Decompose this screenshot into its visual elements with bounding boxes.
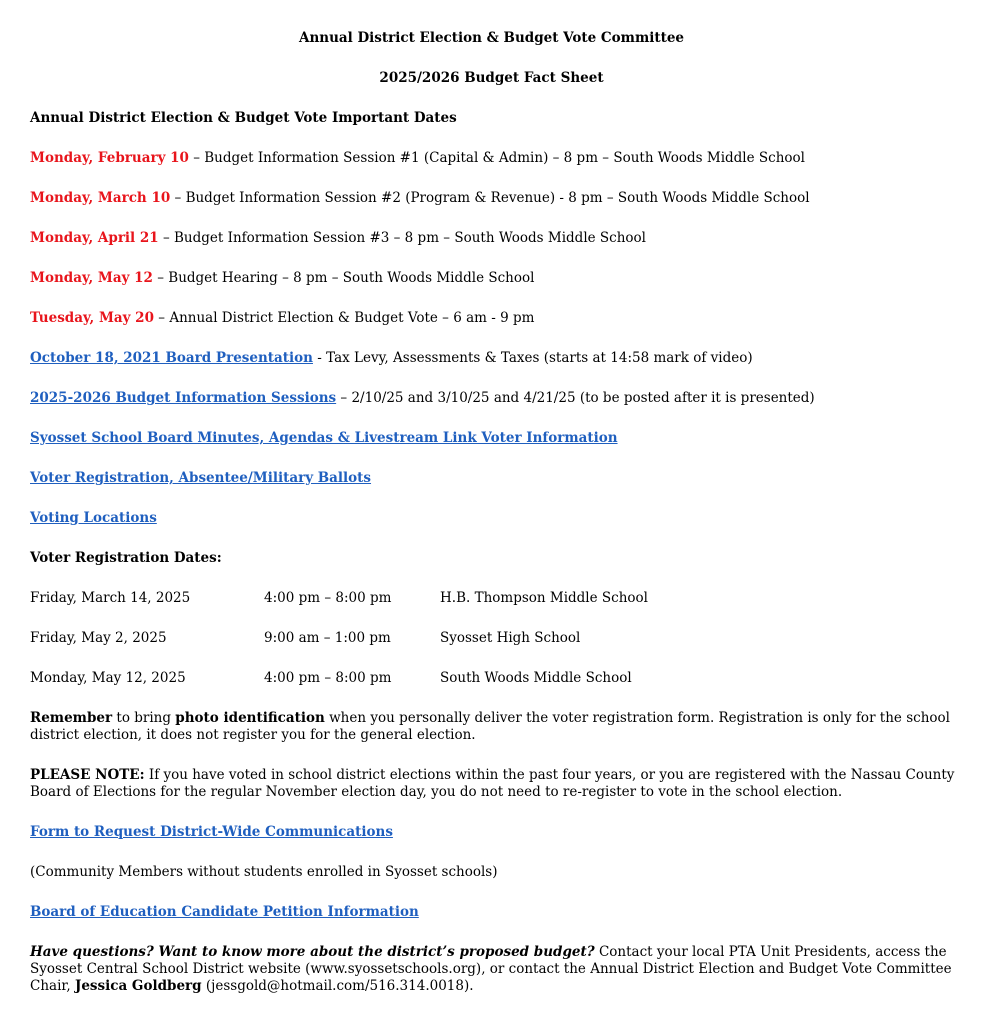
date-description: – Budget Hearing – 8 pm – South Woods Middle School [152, 270, 535, 286]
registration-date: Monday, May 12, 2025 [30, 670, 186, 686]
important-dates-heading: Annual District Election & Budget Vote Important Dates [30, 110, 457, 126]
registration-dates-heading: Voter Registration Dates: [30, 550, 222, 566]
committee-chair-name: Jessica Goldberg [74, 978, 202, 994]
date-label: Monday, May 12 [30, 270, 153, 286]
date-label: Monday, February 10 [30, 150, 189, 166]
remember-text-rest: when you personally deliver the voter registration form. Registration is only for the school district election, it does not register you for the general election. [30, 710, 950, 743]
registration-time: 4:00 pm – 8:00 pm [264, 590, 392, 606]
board-minutes-link[interactable]: Syosset School Board Minutes, Agendas & Livestream Link Voter Information [30, 430, 618, 446]
registration-location: H.B. Thompson Middle School [440, 590, 648, 606]
date-label: Monday, April 21 [30, 230, 159, 246]
remember-paragraph [30, 710, 960, 744]
voter-registration-row [30, 470, 960, 487]
board-minutes-row [30, 430, 960, 447]
budget-sessions-row [30, 390, 960, 407]
photo-id-emphasis: photo identification [175, 710, 325, 726]
remember-text: to bring [112, 710, 176, 726]
date-item [30, 150, 960, 167]
registration-location: South Woods Middle School [440, 670, 632, 686]
registration-location: Syosset High School [440, 630, 581, 646]
page-subtitle: 2025/2026 Budget Fact Sheet [379, 70, 604, 86]
petition-info-link[interactable]: Board of Education Candidate Petition Information [30, 904, 419, 920]
registration-date: Friday, May 2, 2025 [30, 630, 167, 646]
questions-lead: Have questions? Want to know more about the district’s proposed budget? [30, 944, 595, 960]
date-description: – Annual District Election & Budget Vote – 6 am - 9 pm [153, 310, 535, 326]
voting-locations-link[interactable]: Voting Locations [30, 510, 157, 526]
board-presentation-link[interactable]: October 18, 2021 Board Presentation [30, 350, 313, 366]
petition-info-row [30, 904, 960, 921]
date-item [30, 230, 960, 247]
registration-time: 9:00 am – 1:00 pm [264, 630, 391, 646]
board-presentation-description: - Tax Levy, Assessments & Taxes (starts at 14:58 mark of video) [312, 350, 753, 366]
please-note-paragraph [30, 767, 960, 801]
date-item [30, 310, 960, 327]
budget-sessions-link[interactable]: 2025-2026 Budget Information Sessions [30, 390, 337, 406]
date-label: Monday, March 10 [30, 190, 171, 206]
date-description: – Budget Information Session #2 (Program & Revenue) - 8 pm – South Woods Middle School [170, 190, 810, 206]
communications-form-link[interactable]: Form to Request District-Wide Communications [30, 824, 393, 840]
budget-sessions-description: – 2/10/25 and 3/10/25 and 4/21/25 (to be posted after it is presented) [336, 390, 815, 406]
please-note-lead: PLEASE NOTE: [30, 767, 145, 783]
chair-contact: (jessgold@hotmail.com/516.314.0018). [201, 978, 474, 994]
please-note-text: If you have voted in school district elections within the past four years, or you are registered with the Nassau County Board of Elections for the regular November election day, you do not need to re-register to vote in the school election. [30, 767, 955, 800]
board-presentation-row [30, 350, 960, 367]
date-label: Tuesday, May 20 [30, 310, 154, 326]
community-note: (Community Members without students enrolled in Syosset schools) [30, 864, 498, 880]
remember-lead: Remember [30, 710, 113, 726]
voting-locations-row [30, 510, 960, 527]
date-item [30, 270, 960, 287]
questions-paragraph [30, 944, 960, 995]
voter-registration-link[interactable]: Voter Registration, Absentee/Military Ballots [30, 470, 372, 486]
communications-form-row [30, 824, 960, 841]
registration-date: Friday, March 14, 2025 [30, 590, 191, 606]
date-description: – Budget Information Session #3 – 8 pm – South Woods Middle School [158, 230, 646, 246]
questions-text: Contact your local PTA Unit Presidents, access the Syosset Central School District website (www.syossetschools.org), or contact the Annual District Election and Budget Vote Committee Chair, [30, 944, 952, 994]
date-description: – Budget Information Session #1 (Capital & Admin) – 8 pm – South Woods Middle School [188, 150, 805, 166]
date-item [30, 190, 960, 207]
page-title: Annual District Election & Budget Vote Committee [298, 30, 685, 46]
registration-time: 4:00 pm – 8:00 pm [264, 670, 392, 686]
